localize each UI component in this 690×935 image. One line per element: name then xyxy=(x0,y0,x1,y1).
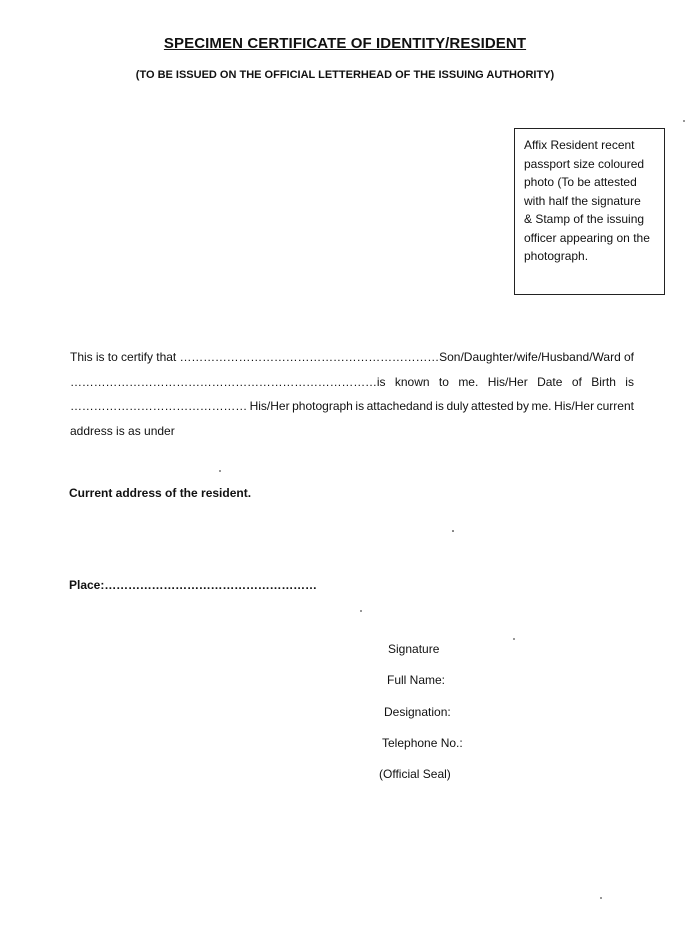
certificate-line-3 xyxy=(70,394,634,419)
scan-speck xyxy=(683,120,685,122)
place-field xyxy=(69,578,317,592)
photo-box-line: photograph. xyxy=(524,249,589,263)
certificate-line-1 xyxy=(70,345,634,370)
full-name-label: Full Name: xyxy=(387,673,446,687)
word: His/Her xyxy=(487,374,528,389)
word: Birth xyxy=(591,374,616,389)
telephone-label: Telephone No.: xyxy=(382,736,463,750)
word: His/Her xyxy=(554,399,595,413)
word: attested xyxy=(471,399,514,413)
word: certify xyxy=(121,350,154,364)
word: of xyxy=(623,350,634,364)
word: of xyxy=(571,374,582,389)
name-blank-field: …………………………………………………………Son/Daughter/wife/Husband/Ward xyxy=(179,350,621,364)
word: me. xyxy=(531,399,552,413)
scan-speck xyxy=(360,610,362,612)
word: is xyxy=(625,374,634,389)
signature-label: Signature xyxy=(388,642,440,656)
photo-affix-box xyxy=(514,128,665,295)
word: attachedand xyxy=(366,399,433,413)
word: His/Her xyxy=(249,399,290,413)
word: photograph xyxy=(292,399,353,413)
photo-box-line: Affix Resident recent xyxy=(524,138,635,152)
scan-speck xyxy=(219,470,221,472)
scan-speck xyxy=(452,530,454,532)
word: me. xyxy=(458,374,479,389)
current-address-heading: Current address of the resident. xyxy=(69,486,252,500)
parent-blank-field: ……………………………………………………………………is xyxy=(70,374,386,389)
photo-box-line: passport size coloured xyxy=(524,156,645,171)
word: is xyxy=(355,399,365,413)
word: that xyxy=(156,350,177,364)
word: current xyxy=(596,399,634,413)
certificate-line-2 xyxy=(70,370,634,395)
word: known xyxy=(394,374,430,389)
document-subtitle: (TO BE ISSUED ON THE OFFICIAL LETTERHEAD OF THE ISSUING AUTHORITY) xyxy=(135,69,555,81)
photo-box-line: with half the signature xyxy=(524,193,641,208)
official-seal-label: (Official Seal) xyxy=(379,767,451,781)
designation-label: Designation: xyxy=(384,705,451,719)
certificate-line-4 xyxy=(70,419,634,444)
word: is xyxy=(95,350,105,364)
certificate-paragraph xyxy=(70,345,634,443)
scan-speck xyxy=(600,897,602,899)
address-intro-text: address is as under xyxy=(70,423,175,438)
word: is xyxy=(435,399,444,413)
place-label: Place: xyxy=(69,578,105,592)
document-title: SPECIMEN CERTIFICATE OF IDENTITY/RESIDENT xyxy=(163,35,527,52)
word: This xyxy=(70,350,93,364)
word: Date xyxy=(537,374,563,389)
word: by xyxy=(516,399,529,413)
photo-box-line: & Stamp of the issuing xyxy=(524,212,645,226)
word: to xyxy=(107,350,118,364)
word: to xyxy=(438,374,449,389)
photo-box-line: officer appearing on the xyxy=(524,230,650,245)
dob-blank-field: ……………………………………… xyxy=(70,399,248,413)
photo-box-line: photo (To be attested xyxy=(524,175,637,189)
scan-speck xyxy=(513,638,515,640)
place-blank: ……………………………………………… xyxy=(104,578,317,592)
word: duly xyxy=(446,399,469,413)
